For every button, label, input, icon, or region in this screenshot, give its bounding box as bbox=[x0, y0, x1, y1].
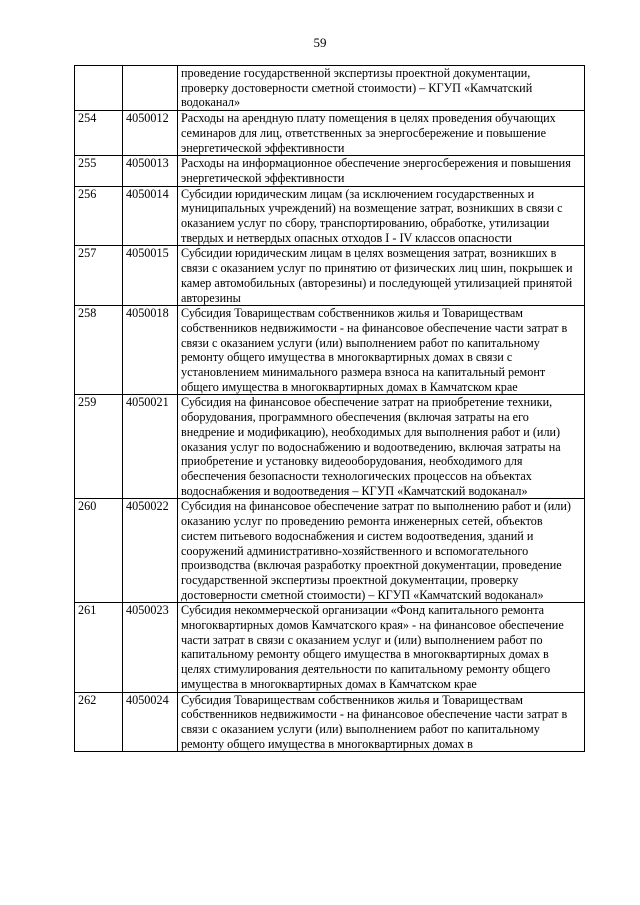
row-number: 260 bbox=[75, 499, 123, 603]
table-row bbox=[75, 395, 585, 499]
expense-description: Субсидии юридическим лицам (за исключением государственных и муниципальных учреждений) на возмещение затрат, возникших в связи с оказанием услуг по сбору, транспортированию, обработке, утилизации твердых и нетвердых опасных отходов I - IV классов опасности bbox=[178, 186, 585, 246]
row-number: 254 bbox=[75, 111, 123, 156]
table-row bbox=[75, 66, 585, 111]
expense-description: Расходы на информационное обеспечение энергосбережения и повышения энергетической эффективности bbox=[178, 156, 585, 186]
expense-description: Субсидия Товариществам собственников жилья и Товариществам собственников недвижимости - на финансовое обеспечение части затрат в связи с оказанием услуги (или) выполнением работ по капитальному ремонту общего имущества в многоквартирных домах в bbox=[178, 692, 585, 752]
page-number: 59 bbox=[313, 35, 327, 50]
budget-code: 4050014 bbox=[123, 186, 178, 246]
budget-code: 4050021 bbox=[123, 395, 178, 499]
budget-code: 4050022 bbox=[123, 499, 178, 603]
budget-code-table bbox=[74, 65, 585, 752]
table-row bbox=[75, 499, 585, 603]
row-number: 261 bbox=[75, 603, 123, 692]
expense-description: проведение государственной экспертизы проектной документации, проверку достоверности сметной стоимости) – КГУП «Камчатский водоканал» bbox=[178, 66, 585, 111]
row-number: 257 bbox=[75, 246, 123, 306]
expense-description: Субсидия Товариществам собственников жилья и Товариществам собственников недвижимости - на финансовое обеспечение части затрат в связи с оказанием услуги (или) выполнением работ по капитальному ремонту общего имущества в многоквартирных домах в связи с установлением минимального размера взноса на капитальный ремонт общего имущества в многоквартирных домах в Камчатском крае bbox=[178, 306, 585, 395]
row-number: 259 bbox=[75, 395, 123, 499]
budget-code: 4050015 bbox=[123, 246, 178, 306]
table-row bbox=[75, 692, 585, 752]
budget-code bbox=[123, 66, 178, 111]
row-number: 256 bbox=[75, 186, 123, 246]
table-row bbox=[75, 246, 585, 306]
table-row bbox=[75, 186, 585, 246]
budget-code: 4050023 bbox=[123, 603, 178, 692]
row-number: 258 bbox=[75, 306, 123, 395]
expense-description: Субсидия некоммерческой организации «Фонд капитального ремонта многоквартирных домов Камчатского края» - на финансовое обеспечение части затрат в связи с оказанием услуг и (или) выполнением работ по капитальному ремонту общего имущества в многоквартирных домах в целях стимулирования деятельности по капитальному ремонту общего имущества в многоквартирных домах в Камчатском крае bbox=[178, 603, 585, 692]
table-row bbox=[75, 111, 585, 156]
budget-code: 4050012 bbox=[123, 111, 178, 156]
expense-description: Субсидия на финансовое обеспечение затрат по выполнению работ и (или) оказанию услуг по проведению ремонта инженерных сетей, объектов систем питьевого водоснабжения и систем водоотведения, зданий и сооружений административно-хозяйственного и вспомогательного производства (включая разработку проектной документации, проведение государственной экспертизы проектной документации, проверку достоверности сметной стоимости) – КГУП «Камчатский водоканал» bbox=[178, 499, 585, 603]
budget-code: 4050013 bbox=[123, 156, 178, 186]
expense-description: Субсидии юридическим лицам в целях возмещения затрат, возникших в связи с оказанием услуг по принятию от физических лиц шин, покрышек и камер автомобильных (авторезины) и последующей утилизацией принятой авторезины bbox=[178, 246, 585, 306]
budget-code: 4050024 bbox=[123, 692, 178, 752]
table-row bbox=[75, 156, 585, 186]
budget-code: 4050018 bbox=[123, 306, 178, 395]
row-number bbox=[75, 66, 123, 111]
row-number: 262 bbox=[75, 692, 123, 752]
expense-description: Субсидия на финансовое обеспечение затрат на приобретение техники, оборудования, программного обеспечения (включая затраты на его внедрение и модификацию), необходимых для выполнения работ и (или) оказания услуг по водоснабжению и водоотведению, включая затраты на приобретение и установку видеооборудования, необходимого для обеспечения безопасности технологических процессов на объектах водоснабжения и водоотведения – КГУП «Камчатский водоканал» bbox=[178, 395, 585, 499]
row-number: 255 bbox=[75, 156, 123, 186]
table-row bbox=[75, 306, 585, 395]
table-row bbox=[75, 603, 585, 692]
expense-description: Расходы на арендную плату помещения в целях проведения обучающих семинаров для лиц, ответственных за энергосбережение и повышение энергетической эффективности bbox=[178, 111, 585, 156]
